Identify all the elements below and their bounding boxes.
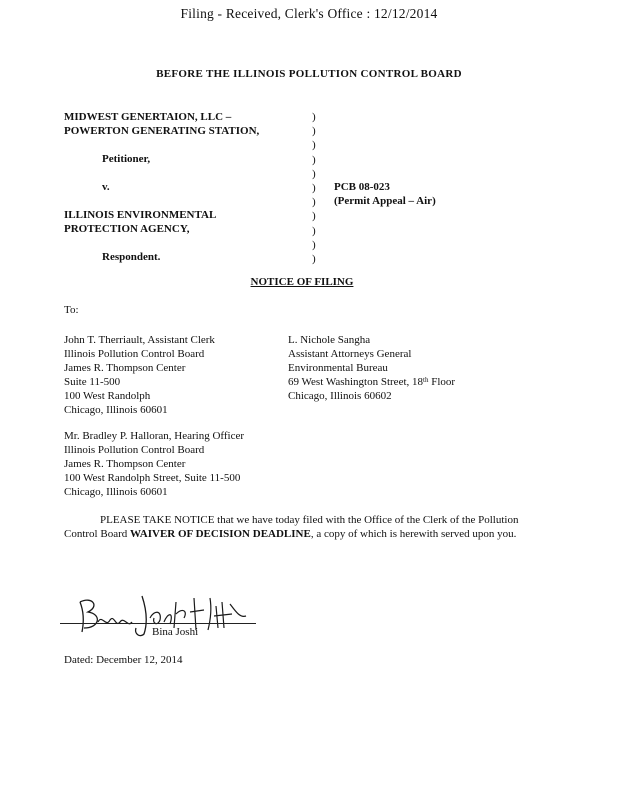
filing-stamp: Filing - Received, Clerk's Office : 12/12/2014 (180, 6, 438, 21)
address-line: 100 West Randolph Street, Suite 11-500 (64, 472, 241, 484)
case-type: (Permit Appeal – Air) (334, 195, 436, 207)
signature-line (60, 623, 256, 624)
address-line: Suite 11-500 (64, 376, 121, 388)
case-number: PCB 08-023 (334, 181, 390, 193)
respondent-role: Respondent. (102, 251, 161, 263)
petitioner-line-1: MIDWEST GENERTAION, LLC – (64, 111, 232, 123)
address-line: John T. Therriault, Assistant Clerk (64, 334, 215, 346)
caption-paren-column (312, 110, 316, 266)
address-line: 100 West Randolph (64, 390, 151, 402)
ordinal-suffix: th (423, 376, 429, 384)
petitioner-line-2: POWERTON GENERATING STATION, (64, 125, 260, 137)
recipient-hearing-officer (64, 429, 244, 499)
address-line: Chicago, Illinois 60601 (64, 404, 168, 416)
paren: ) (312, 181, 316, 194)
paren: ) (312, 139, 316, 152)
address-line: Chicago, Illinois 60602 (288, 390, 392, 402)
address-line (288, 375, 455, 389)
paren: ) (312, 210, 316, 223)
petitioner-role: Petitioner, (102, 153, 151, 165)
dated-line: Dated: December 12, 2014 (64, 654, 183, 666)
street-end: Floor (428, 376, 456, 388)
respondent-name (64, 208, 216, 236)
address-line: James R. Thompson Center (64, 458, 186, 470)
paren: ) (312, 153, 316, 166)
address-line: Illinois Pollution Control Board (64, 348, 205, 360)
paren: ) (312, 125, 316, 138)
signer-name: Bina Joshi (152, 626, 199, 638)
signature-script: Bina Joshi (74, 633, 87, 637)
notice-text-1: PLEASE TAKE NOTICE that we have today filed with the Office of the Clerk of the Pollution Control Board (64, 514, 519, 540)
recipient-clerk (64, 333, 215, 417)
paren: ) (312, 111, 316, 123)
street: 69 West Washington Street, 18 (288, 376, 424, 388)
address-line: Chicago, Illinois 60601 (64, 486, 168, 498)
notice-paragraph (64, 513, 534, 541)
paren: ) (312, 196, 316, 209)
address-line: Environmental Bureau (288, 362, 388, 374)
address-line: James R. Thompson Center (64, 362, 186, 374)
board-heading: BEFORE THE ILLINOIS POLLUTION CONTROL BOARD (156, 68, 462, 80)
to-label: To: (64, 304, 79, 316)
paren: ) (312, 238, 316, 251)
respondent-line-1: ILLINOIS ENVIRONMENTAL (64, 209, 217, 221)
petitioner-name (64, 110, 259, 138)
address-line: Assistant Attorneys General (288, 348, 412, 360)
paren: ) (312, 252, 316, 265)
paren: ) (312, 167, 316, 180)
versus: v. (102, 181, 110, 193)
notice-document-title: WAIVER OF DECISION DEADLINE (130, 528, 311, 540)
address-line: Mr. Bradley P. Halloran, Hearing Officer (64, 430, 245, 442)
notice-title: NOTICE OF FILING (250, 276, 354, 288)
address-line: Illinois Pollution Control Board (64, 444, 205, 456)
address-line: L. Nichole Sangha (288, 334, 371, 346)
paren: ) (312, 224, 316, 237)
respondent-line-2: PROTECTION AGENCY, (64, 223, 190, 235)
recipient-attorneys (288, 333, 455, 403)
notice-text-2: , a copy of which is herewith served upon you. (310, 528, 517, 540)
